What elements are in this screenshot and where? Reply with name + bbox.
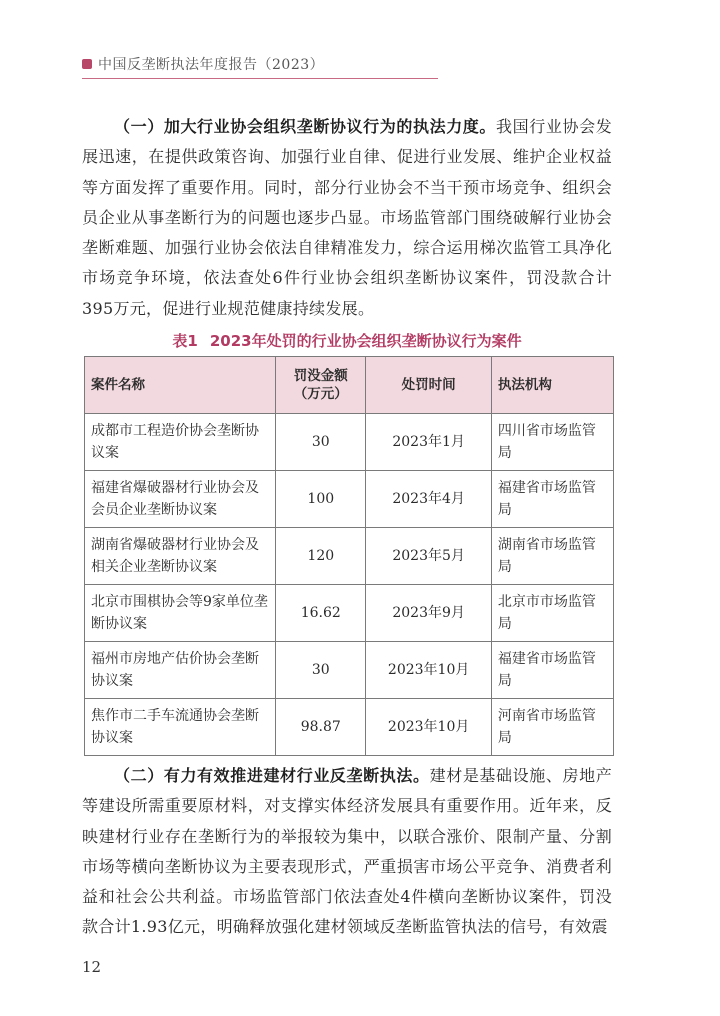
cell-agency: 福建省市场监管局 — [491, 642, 613, 699]
cell-agency: 北京市市场监管局 — [491, 585, 613, 642]
table-row — [85, 699, 614, 756]
cell-case-name: 湖南省爆破器材行业协会及相关企业垄断协议案 — [85, 528, 276, 585]
cell-case-name: 福州市房地产估价协会垄断协议案 — [85, 642, 276, 699]
cell-time: 2023年5月 — [366, 528, 491, 585]
section-1-body: 我国行业协会发展迅速，在提供政策咨询、加强行业自律、促进行业发展、维护企业权益等方面发挥了重要作用。同时，部分行业协会不当干预市场竞争、组织会员企业从事垄断行为的问题也逐步凸显。市场监管部门围绕破解行业协会垄断难题、加强行业协会依法自律精准发力，综合运用梯次监管工具净化市场竞争环境，依法查处6件行业协会组织垄断协议案件，罚没款合计395万元，促进行业规范健康持续发展。 — [82, 117, 612, 318]
running-header — [82, 54, 438, 79]
table-header-row — [85, 357, 614, 414]
cell-time: 2023年10月 — [366, 699, 491, 756]
cell-time: 2023年10月 — [366, 642, 491, 699]
cell-amount: 100 — [276, 471, 366, 528]
cell-amount: 30 — [276, 414, 366, 471]
section-2-heading: （二）有力有效推进建材行业反垄断执法。 — [114, 766, 430, 785]
section-2-paragraph — [82, 761, 612, 943]
cell-case-name: 北京市围棋协会等9家单位垄断协议案 — [85, 585, 276, 642]
cases-table — [84, 356, 614, 756]
cell-time: 2023年4月 — [366, 471, 491, 528]
header-marker — [82, 59, 92, 69]
table-row — [85, 471, 614, 528]
header-agency: 执法机构 — [491, 357, 613, 414]
page-number: 12 — [82, 958, 102, 976]
cell-agency: 湖南省市场监管局 — [491, 528, 613, 585]
cell-case-name: 福建省爆破器材行业协会及会员企业垄断协议案 — [85, 471, 276, 528]
cell-amount: 16.62 — [276, 585, 366, 642]
table-caption — [82, 330, 612, 351]
section-2-body: 建材是基础设施、房地产等建设所需重要原材料，对支撑实体经济发展具有重要作用。近年来，反映建材行业存在垄断行为的举报较为集中，以联合涨价、限制产量、分割市场等横向垄断协议为主要表现形式，严重损害市场公平竞争、消费者利益和社会公共利益。市场监管部门依法查处4件横向垄断协议案件，罚没款合计1.93亿元，明确释放强化建材领域反垄断监管执法的信号，有效震 — [82, 766, 612, 937]
table-caption-number: 表1 — [172, 332, 198, 350]
table-row — [85, 414, 614, 471]
cell-agency: 四川省市场监管局 — [491, 414, 613, 471]
cell-amount: 120 — [276, 528, 366, 585]
cell-amount: 30 — [276, 642, 366, 699]
cell-agency: 福建省市场监管局 — [491, 471, 613, 528]
table-row — [85, 642, 614, 699]
cell-case-name: 成都市工程造价协会垄断协议案 — [85, 414, 276, 471]
header-case-name: 案件名称 — [85, 357, 276, 414]
header-amount: 罚没金额（万元） — [276, 357, 366, 414]
cell-time: 2023年9月 — [366, 585, 491, 642]
cell-time: 2023年1月 — [366, 414, 491, 471]
table-row — [85, 528, 614, 585]
header-title: 中国反垄断执法年度报告（2023） — [98, 57, 325, 73]
cell-agency: 河南省市场监管局 — [491, 699, 613, 756]
table-caption-text: 2023年处罚的行业协会组织垄断协议行为案件 — [209, 332, 522, 350]
table-row — [85, 585, 614, 642]
cell-case-name: 焦作市二手车流通协会垄断协议案 — [85, 699, 276, 756]
header-time: 处罚时间 — [366, 357, 491, 414]
cell-amount: 98.87 — [276, 699, 366, 756]
section-1-paragraph — [82, 112, 612, 324]
section-1-heading: （一）加大行业协会组织垄断协议行为的执法力度。 — [114, 117, 497, 136]
